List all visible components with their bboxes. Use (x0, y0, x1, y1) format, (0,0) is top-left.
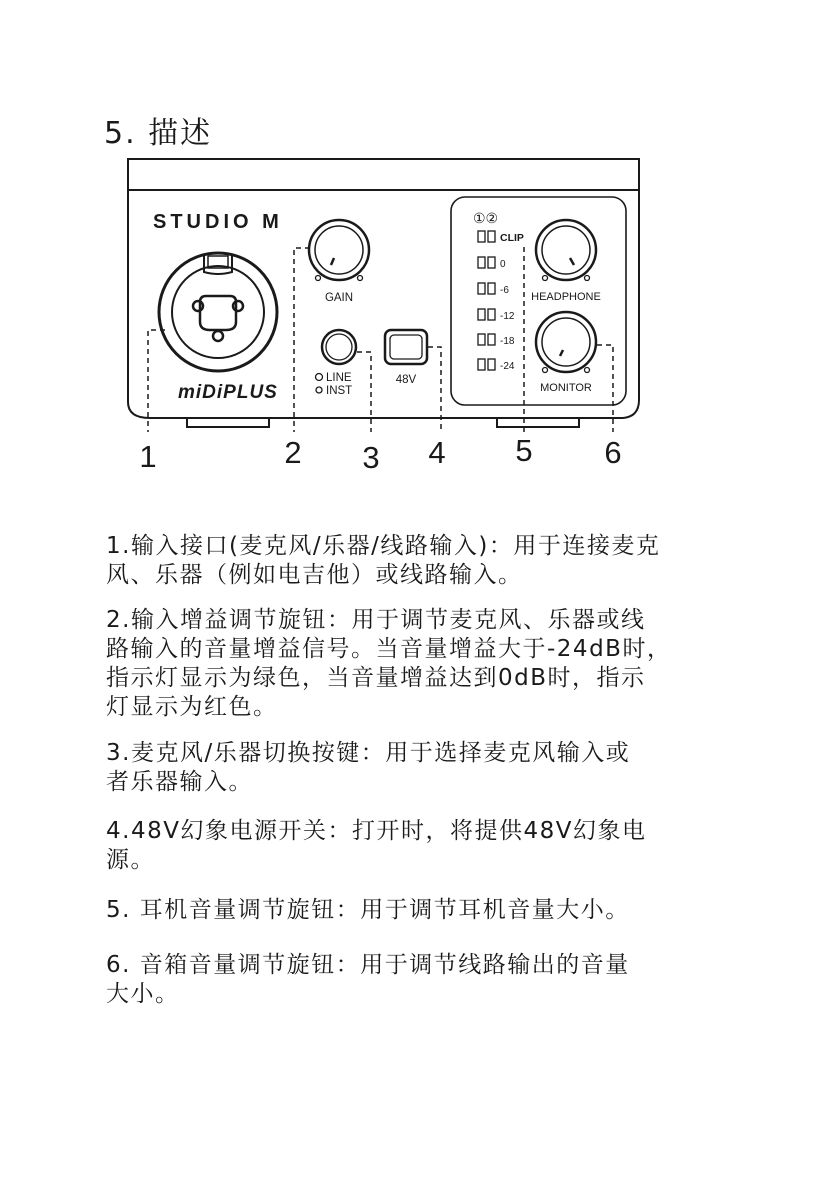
meter-level-0: 0 (500, 259, 506, 270)
callout-2: 2 (284, 435, 302, 470)
callout-6: 6 (604, 435, 622, 470)
description-line: 5. 耳机音量调节旋钮：用于调节耳机音量大小。 (106, 897, 630, 923)
description-line: 源。 (106, 847, 155, 873)
description-line: 灯显示为红色。 (106, 694, 278, 720)
description-line: 6. 音箱音量调节旋钮：用于调节线路输出的音量 (106, 952, 630, 978)
section-title: 5. 描述 (104, 116, 213, 151)
line-inst-button (322, 330, 356, 364)
headphone-knob (536, 220, 596, 280)
description-line: 指示灯显示为绿色，当音量增益达到0dB时，指示 (106, 665, 646, 691)
brand-model-label: STUDIO M (153, 211, 283, 233)
description-line: 4.48V幻象电源开关：打开时，将提供48V幻象电 (106, 818, 647, 844)
led-meter (478, 231, 495, 370)
meter-level-minus18: -18 (500, 336, 515, 347)
description-line: 大小。 (106, 981, 180, 1007)
meter-level-clip: CLIP (500, 232, 524, 244)
channels-label: ①② (473, 210, 499, 226)
callout-5: 5 (515, 433, 533, 468)
callout-3: 3 (362, 440, 380, 475)
gain-label: GAIN (324, 292, 354, 304)
monitor-label: MONITOR (540, 382, 592, 394)
brand-logo: miDiPLUS (178, 382, 278, 403)
gain-knob (309, 220, 369, 280)
headphone-label: HEADPHONE (531, 291, 601, 303)
description-line: 者乐器输入。 (106, 769, 253, 795)
description-line: 风、乐器（例如电吉他）或线路输入。 (106, 562, 523, 588)
meter-level-minus12: -12 (500, 311, 515, 322)
phantom-label: 48V (395, 374, 417, 386)
description-2 (106, 606, 706, 722)
description-3 (106, 739, 706, 797)
meter-level-minus24: -24 (500, 361, 515, 372)
device-front-panel-diagram (0, 0, 839, 520)
monitor-knob (536, 312, 596, 372)
description-5 (106, 896, 706, 925)
description-line: 2.输入增益调节旋钮：用于调节麦克风、乐器或线 (106, 607, 646, 633)
line-label: LINE (326, 372, 352, 384)
top-strip (128, 159, 639, 190)
callout-1: 1 (139, 439, 157, 474)
description-6 (106, 951, 706, 1009)
callout-4: 4 (428, 435, 446, 470)
description-1 (106, 532, 706, 590)
description-line: 路输入的音量增益信号。当音量增益大于-24dB时， (106, 636, 672, 662)
meter-level-minus6: -6 (500, 285, 509, 296)
description-line: 3.麦克风/乐器切换按键：用于选择麦克风输入或 (106, 740, 631, 766)
description-line: 1.输入接口(麦克风/乐器/线路输入)：用于连接麦克 (106, 533, 661, 559)
combo-jack-inner (172, 266, 264, 358)
combo-jack-outer (159, 253, 277, 371)
description-4 (106, 817, 706, 875)
inst-label: INST (326, 385, 353, 397)
